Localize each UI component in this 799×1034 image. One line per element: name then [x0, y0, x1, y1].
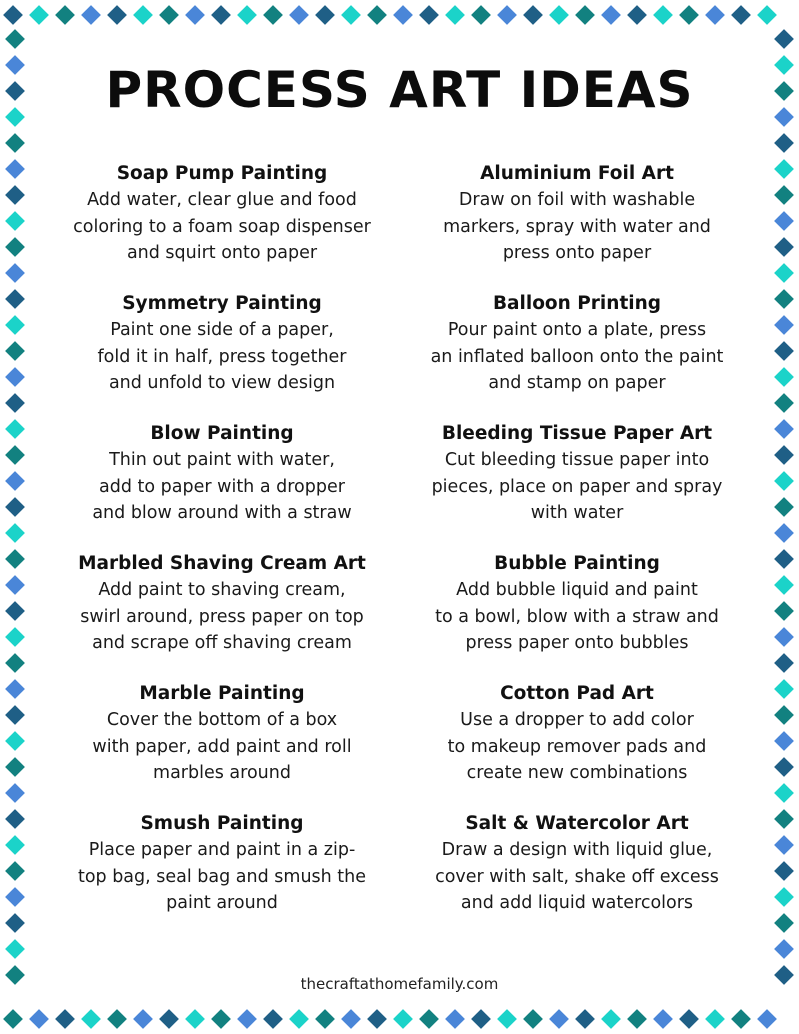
border-diamond [497, 5, 517, 25]
border-diamond [5, 445, 25, 465]
border-diamond [81, 5, 101, 25]
border-diamond [5, 575, 25, 595]
border-diamond [5, 861, 25, 881]
diamond-border-right [769, 0, 799, 1034]
idea-description-line: and add liquid watercolors [460, 893, 694, 913]
idea-item [42, 681, 402, 787]
border-diamond [774, 523, 794, 543]
idea-description-line: Thin out paint with water, [109, 450, 335, 470]
border-diamond [653, 5, 673, 25]
idea-description-line: fold it in half, press together [97, 346, 347, 367]
idea-description-line: with paper, add paint and roll [92, 736, 352, 757]
border-diamond [774, 159, 794, 179]
idea-description-line: Paint one side of a paper, [110, 320, 334, 340]
border-diamond [774, 211, 794, 231]
border-diamond [211, 5, 231, 25]
border-diamond [263, 5, 283, 25]
diamond-border-bottom [0, 1004, 799, 1034]
border-diamond [705, 5, 725, 25]
border-diamond [341, 1009, 361, 1029]
border-diamond [774, 497, 794, 517]
border-diamond [5, 679, 25, 699]
border-diamond [5, 939, 25, 959]
border-diamond [774, 705, 794, 725]
idea-description-line: and scrape off shaving cream [92, 633, 352, 653]
idea-description-line: coloring to a foam soap dispenser [73, 216, 371, 237]
border-diamond [774, 783, 794, 803]
border-diamond [5, 783, 25, 803]
idea-description-line: to a bowl, blow with a straw and [435, 606, 719, 627]
idea-description-line: Draw on foil with washable [458, 190, 696, 210]
idea-description-line: marbles around [153, 763, 291, 783]
border-diamond [774, 81, 794, 101]
idea-title: Soap Pump Painting [116, 163, 328, 184]
border-diamond [774, 549, 794, 569]
border-diamond [5, 653, 25, 673]
border-diamond [774, 809, 794, 829]
border-diamond [774, 939, 794, 959]
idea-title: Marbled Shaving Cream Art [78, 553, 366, 574]
idea-description-line: press onto paper [502, 243, 652, 263]
border-diamond [5, 601, 25, 621]
diamond-border-left [0, 0, 30, 1034]
border-diamond [367, 1009, 387, 1029]
border-diamond [774, 445, 794, 465]
border-diamond [289, 1009, 309, 1029]
border-diamond [393, 5, 413, 25]
border-diamond [774, 419, 794, 439]
border-diamond [679, 1009, 699, 1029]
border-diamond [55, 1009, 75, 1029]
border-diamond [5, 393, 25, 413]
border-diamond [445, 1009, 465, 1029]
border-diamond [5, 731, 25, 751]
idea-description-line: pieces, place on paper and spray [431, 476, 723, 497]
idea-title: Bubble Painting [494, 553, 660, 574]
idea-description-line: to makeup remover pads and [447, 736, 707, 757]
idea-item [397, 551, 757, 657]
border-diamond [263, 1009, 283, 1029]
idea-description-line: Place paper and paint in a zip- [88, 840, 356, 860]
idea-item [42, 421, 402, 527]
idea-description-line: and unfold to view design [108, 373, 336, 393]
border-diamond [549, 1009, 569, 1029]
border-diamond [774, 835, 794, 855]
border-diamond [5, 887, 25, 907]
border-diamond [731, 5, 751, 25]
border-diamond [5, 965, 25, 985]
border-diamond [237, 1009, 257, 1029]
border-diamond [774, 237, 794, 257]
idea-description-line: markers, spray with water and [443, 216, 711, 237]
border-diamond [627, 5, 647, 25]
border-diamond [5, 185, 25, 205]
border-diamond [5, 315, 25, 335]
border-diamond [5, 81, 25, 101]
idea-description-line: and stamp on paper [488, 373, 666, 393]
border-diamond [5, 29, 25, 49]
border-diamond [5, 627, 25, 647]
border-diamond [549, 5, 569, 25]
border-diamond [29, 1009, 49, 1029]
idea-description-line: with water [530, 503, 624, 523]
idea-description-line: Cut bleeding tissue paper into [444, 450, 710, 470]
border-diamond [29, 5, 49, 25]
border-diamond [5, 133, 25, 153]
border-diamond [237, 5, 257, 25]
border-diamond [315, 1009, 335, 1029]
border-diamond [5, 913, 25, 933]
border-diamond [774, 913, 794, 933]
idea-item [42, 161, 402, 267]
idea-title: Salt & Watercolor Art [465, 813, 689, 834]
border-diamond [5, 107, 25, 127]
idea-title: Marble Painting [139, 683, 305, 704]
idea-title: Blow Painting [150, 423, 294, 444]
border-diamond [774, 627, 794, 647]
border-diamond [774, 757, 794, 777]
border-diamond [471, 1009, 491, 1029]
idea-description-line: an inflated balloon onto the paint [430, 346, 724, 367]
idea-description-line: Draw a design with liquid glue, [441, 840, 713, 860]
border-diamond [5, 237, 25, 257]
border-diamond [185, 1009, 205, 1029]
border-diamond [774, 731, 794, 751]
diamond-border-top [0, 0, 799, 30]
border-diamond [774, 887, 794, 907]
idea-description-line: top bag, seal bag and smush the [77, 866, 367, 887]
border-diamond [5, 263, 25, 283]
border-diamond [774, 341, 794, 361]
idea-item [42, 291, 402, 397]
border-diamond [133, 1009, 153, 1029]
page-title: PROCESS ART IDEAS [105, 61, 694, 119]
border-diamond [774, 679, 794, 699]
border-diamond [315, 5, 335, 25]
border-diamond [774, 965, 794, 985]
border-diamond [774, 315, 794, 335]
idea-description-line: Add water, clear glue and food [87, 190, 357, 210]
border-diamond [5, 55, 25, 75]
border-diamond [107, 5, 127, 25]
border-diamond [774, 55, 794, 75]
idea-item [42, 811, 402, 917]
border-diamond [601, 5, 621, 25]
border-diamond [55, 5, 75, 25]
border-diamond [575, 5, 595, 25]
idea-description-line: and squirt onto paper [126, 243, 318, 263]
border-diamond [5, 289, 25, 309]
idea-description-line: Use a dropper to add color [460, 710, 694, 730]
idea-item [397, 421, 757, 527]
border-diamond [341, 5, 361, 25]
idea-item [397, 161, 757, 267]
border-diamond [289, 5, 309, 25]
border-diamond [627, 1009, 647, 1029]
border-diamond [774, 107, 794, 127]
border-diamond [471, 5, 491, 25]
idea-description-line: paint around [166, 893, 278, 913]
border-diamond [601, 1009, 621, 1029]
border-diamond [575, 1009, 595, 1029]
idea-title: Aluminium Foil Art [480, 163, 674, 184]
idea-item [397, 681, 757, 787]
border-diamond [5, 497, 25, 517]
idea-description-line: Cover the bottom of a box [106, 710, 338, 730]
idea-title: Balloon Printing [492, 293, 662, 314]
border-diamond [5, 159, 25, 179]
idea-description-line: create new combinations [466, 763, 688, 783]
idea-title: Symmetry Painting [122, 293, 322, 314]
idea-description-line: Add bubble liquid and paint [456, 580, 698, 600]
border-diamond [445, 5, 465, 25]
border-diamond [393, 1009, 413, 1029]
border-diamond [5, 419, 25, 439]
idea-title: Smush Painting [140, 813, 304, 834]
border-diamond [774, 185, 794, 205]
border-diamond [367, 5, 387, 25]
border-diamond [523, 1009, 543, 1029]
border-diamond [5, 367, 25, 387]
idea-description-line: press paper onto bubbles [465, 633, 689, 653]
border-diamond [774, 367, 794, 387]
border-diamond [419, 5, 439, 25]
border-diamond [185, 5, 205, 25]
border-diamond [419, 1009, 439, 1029]
idea-item [397, 291, 757, 397]
border-diamond [523, 5, 543, 25]
border-diamond [679, 5, 699, 25]
border-diamond [774, 289, 794, 309]
border-diamond [497, 1009, 517, 1029]
border-diamond [731, 1009, 751, 1029]
border-diamond [211, 1009, 231, 1029]
border-diamond [5, 211, 25, 231]
border-diamond [5, 757, 25, 777]
idea-title: Bleeding Tissue Paper Art [441, 423, 713, 444]
idea-description-line: and blow around with a straw [92, 503, 352, 523]
border-diamond [5, 835, 25, 855]
idea-description-line: Add paint to shaving cream, [98, 580, 346, 600]
border-diamond [705, 1009, 725, 1029]
idea-item [397, 811, 757, 917]
border-diamond [774, 653, 794, 673]
border-diamond [5, 523, 25, 543]
border-diamond [159, 1009, 179, 1029]
border-diamond [774, 393, 794, 413]
border-diamond [774, 861, 794, 881]
border-diamond [774, 29, 794, 49]
border-diamond [5, 341, 25, 361]
border-diamond [133, 5, 153, 25]
border-diamond [774, 601, 794, 621]
border-diamond [159, 5, 179, 25]
border-diamond [774, 471, 794, 491]
border-diamond [5, 471, 25, 491]
border-diamond [5, 705, 25, 725]
border-diamond [5, 549, 25, 569]
idea-title: Cotton Pad Art [500, 683, 654, 704]
border-diamond [107, 1009, 127, 1029]
website-url: thecraftathomefamily.com [300, 975, 499, 993]
border-diamond [774, 263, 794, 283]
idea-description-line: swirl around, press paper on top [80, 606, 364, 627]
idea-description-line: cover with salt, shake off excess [435, 866, 719, 887]
border-diamond [774, 133, 794, 153]
idea-description-line: add to paper with a dropper [99, 476, 345, 497]
border-diamond [5, 809, 25, 829]
border-diamond [653, 1009, 673, 1029]
border-diamond [774, 575, 794, 595]
idea-description-line: Pour paint onto a plate, press [447, 320, 707, 340]
border-diamond [81, 1009, 101, 1029]
idea-item [42, 551, 402, 657]
